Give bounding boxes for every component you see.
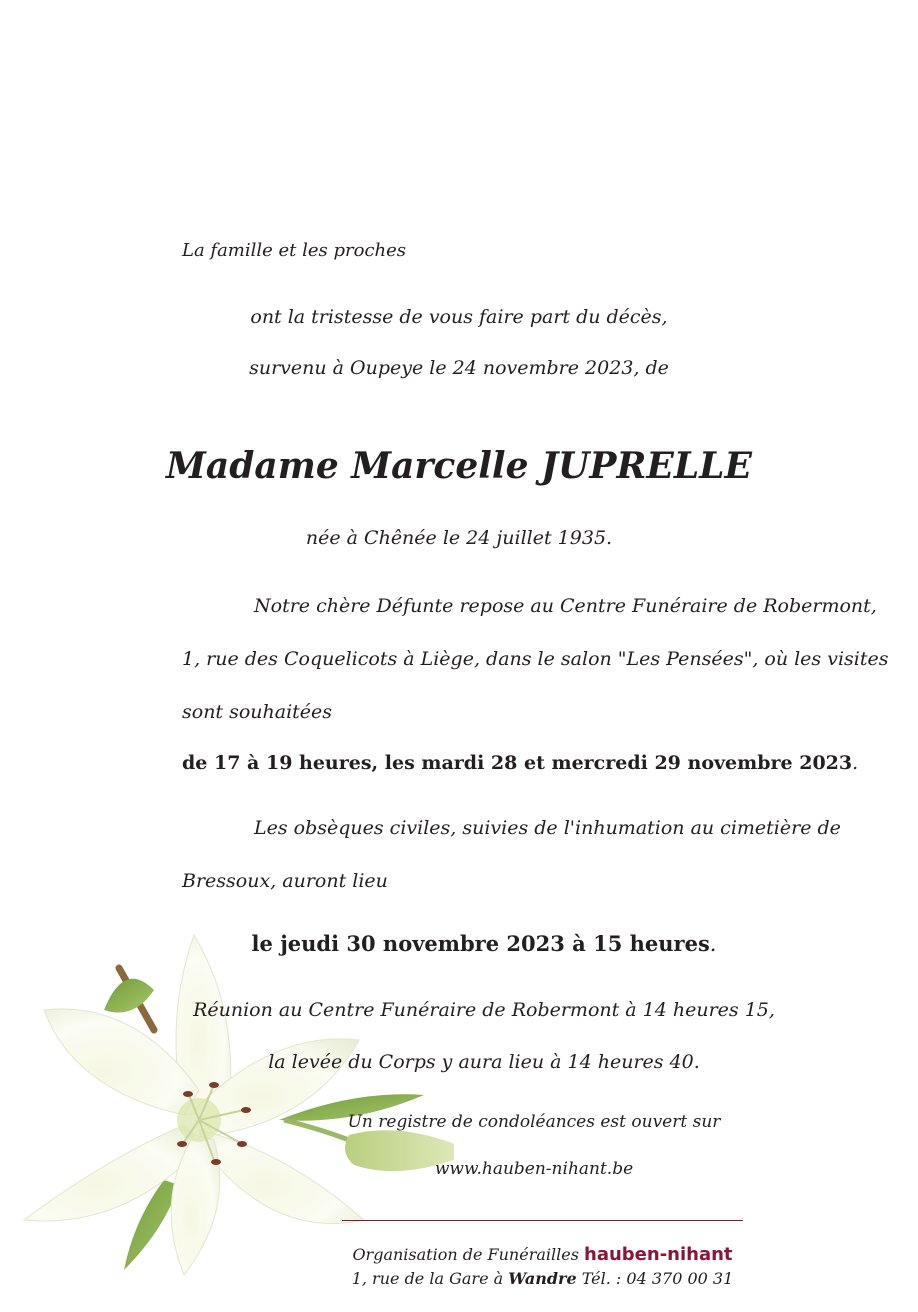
intro-text: La famille et les proches bbox=[182, 240, 407, 261]
brand-logo: hauben-nihant bbox=[584, 1244, 733, 1265]
footer-divider bbox=[342, 1220, 743, 1221]
repose-line-1: Notre chère Défunte repose au Centre Funéraire de Robermont, bbox=[254, 595, 877, 617]
obseques-line-1: Les obsèques civiles, suivies de l'inhumation au cimetière de bbox=[254, 817, 841, 839]
footer-phone: Tél. : 04 370 00 31 bbox=[581, 1269, 734, 1288]
footer-organisation bbox=[342, 1244, 743, 1265]
reunion-line-1: Réunion au Centre Funéraire de Robermont à 14 heures 15, bbox=[193, 999, 775, 1021]
reunion-line-2: la levée du Corps y aura lieu à 14 heures 40. bbox=[268, 1051, 700, 1073]
deceased-name: Madame Marcelle JUPRELLE bbox=[166, 445, 752, 487]
repose-line-2: 1, rue des Coquelicots à Liège, dans le salon "Les Pensées", où les visites bbox=[182, 648, 889, 670]
footer-address-prefix: 1, rue de la Gare à bbox=[351, 1269, 504, 1288]
birth-info: née à Chênée le 24 juillet 1935. bbox=[305, 527, 613, 549]
visit-hours bbox=[182, 752, 858, 774]
visit-hours-period: . bbox=[852, 752, 859, 774]
footer-address-town: Wandre bbox=[508, 1269, 577, 1288]
footer-organisation-label: Organisation de Funérailles bbox=[352, 1245, 579, 1264]
announcement-line-2: survenu à Oupeye le 24 novembre 2023, de bbox=[249, 357, 669, 379]
repose-line-3: sont souhaitées bbox=[182, 701, 333, 723]
announcement-line-1: ont la tristesse de vous faire part du décès, bbox=[250, 306, 668, 328]
funeral-date bbox=[0, 931, 918, 956]
footer-address bbox=[342, 1269, 743, 1288]
lily-flower-image bbox=[14, 920, 454, 1290]
obseques-line-2: Bressoux, auront lieu bbox=[182, 870, 388, 892]
visit-hours-text: de 17 à 19 heures, les mardi 28 et mercredi 29 novembre 2023 bbox=[182, 752, 853, 774]
registre-url-link[interactable]: www.hauben-nihant.be bbox=[434, 1159, 634, 1179]
funeral-date-period: . bbox=[709, 932, 717, 956]
funeral-date-text: le jeudi 30 novembre 2023 à 15 heures bbox=[251, 931, 710, 956]
registre-line: Un registre de condoléances est ouvert sur bbox=[347, 1112, 721, 1132]
